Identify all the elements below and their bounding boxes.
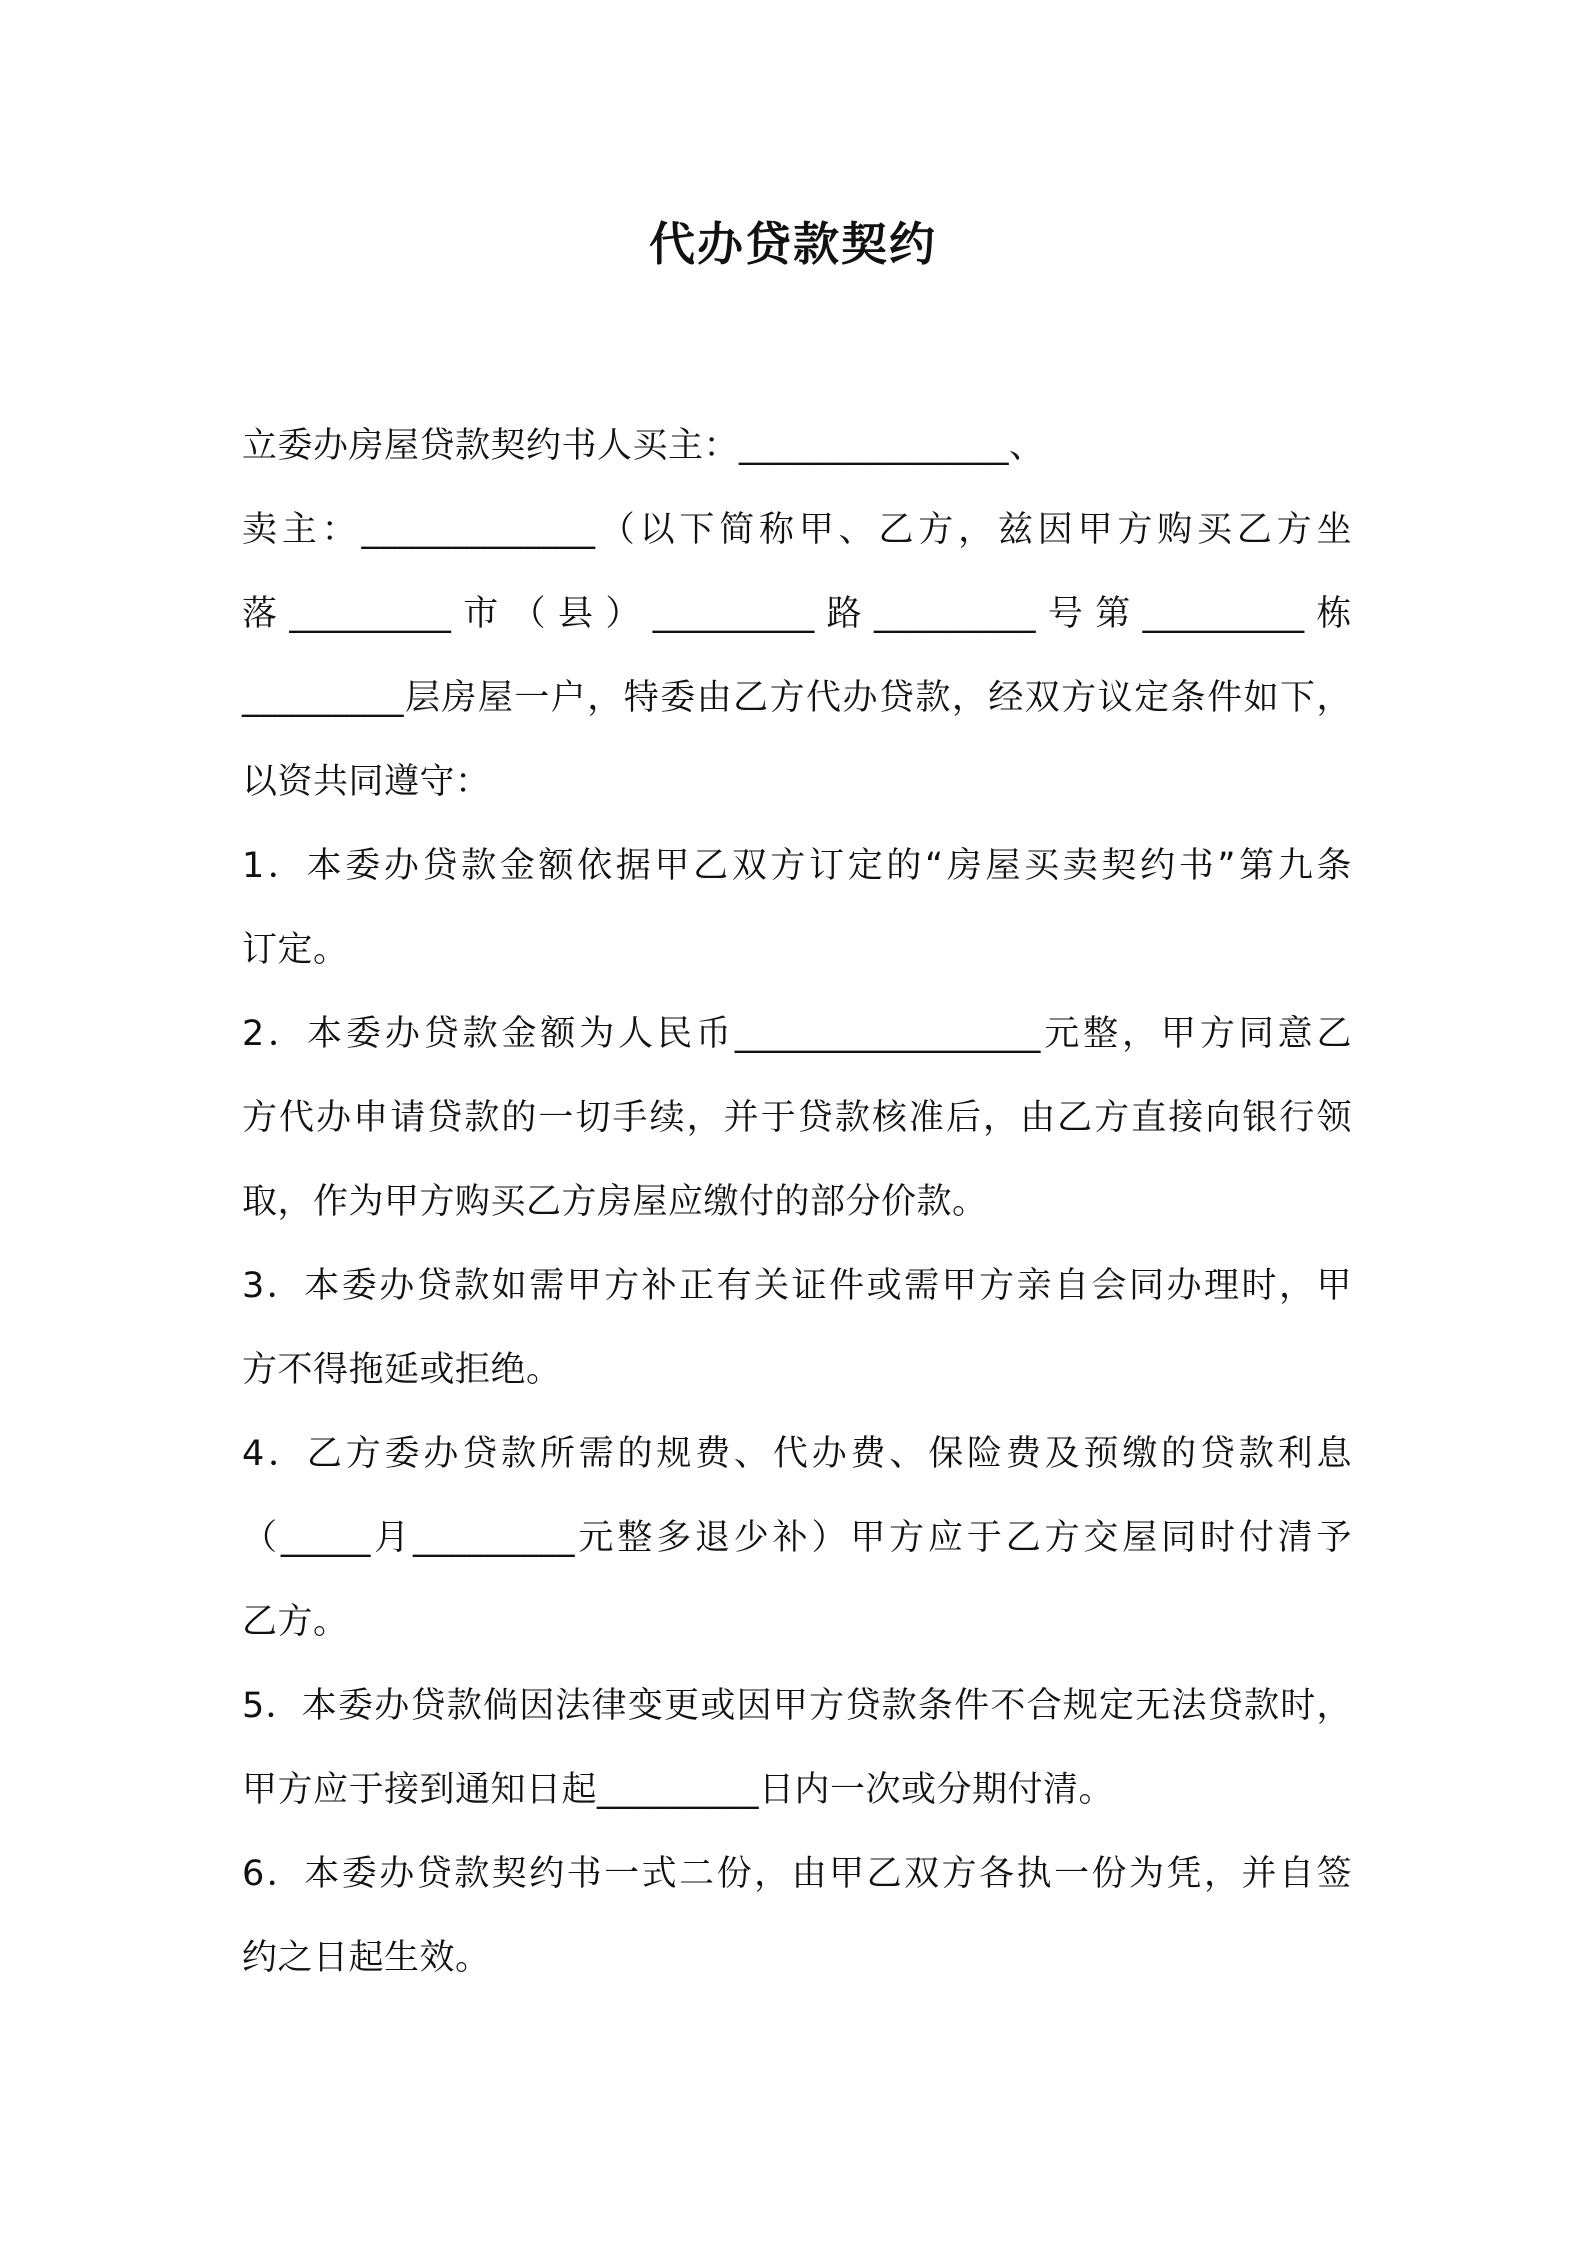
- clause-2-line-1: 2．本委办贷款金额为人民币_________________元整，甲方同意乙: [242, 1014, 1352, 1054]
- clause-3-line-1: 3．本委办贷款如需甲方补正有关证件或需甲方亲自会同办理时，甲: [242, 1266, 1352, 1306]
- body-line-2: 卖主：_____________（以下简称甲、乙方，兹因甲方购买乙方坐: [242, 510, 1352, 550]
- clause-4-line-3: 乙方。: [242, 1602, 349, 1642]
- clause-5-line-1: 5．本委办贷款倘因法律变更或因甲方贷款条件不合规定无法贷款时，: [242, 1686, 1352, 1726]
- body-line-3: 落_________市（县）_________路_________号第_________栋: [242, 594, 1352, 634]
- clause-3-line-2: 方不得拖延或拒绝。: [242, 1350, 562, 1390]
- clause-1-line-2: 订定。: [242, 930, 349, 970]
- clause-1-line-1: 1．本委办贷款金额依据甲乙双方订定的“房屋买卖契约书”第九条: [242, 846, 1352, 886]
- body-line-4: _________层房屋一户，特委由乙方代办贷款，经双方议定条件如下，: [242, 678, 1352, 718]
- clause-6-line-2: 约之日起生效。: [242, 1938, 491, 1978]
- clause-4-line-2: （_____月_________元整多退少补）甲方应于乙方交屋同时付清予: [242, 1518, 1352, 1558]
- clause-5-line-2: 甲方应于接到通知日起_________日内一次或分期付清。: [242, 1770, 1115, 1810]
- body-line-5: 以资共同遵守：: [242, 762, 491, 802]
- contract-body: [242, 404, 1352, 2000]
- clause-2-line-3: 取，作为甲方购买乙方房屋应缴付的部分价款。: [242, 1182, 988, 1222]
- body-line-1: 立委办房屋贷款契约书人买主：_______________、: [242, 426, 1045, 466]
- clause-2-line-2: 方代办申请贷款的一切手续，并于贷款核准后，由乙方直接向银行领: [242, 1098, 1352, 1138]
- clause-6-line-1: 6．本委办贷款契约书一式二份，由甲乙双方各执一份为凭，并自签: [242, 1854, 1352, 1894]
- clause-4-line-1: 4．乙方委办贷款所需的规费、代办费、保险费及预缴的贷款利息: [242, 1434, 1352, 1474]
- document-title: 代办贷款契约: [649, 217, 937, 271]
